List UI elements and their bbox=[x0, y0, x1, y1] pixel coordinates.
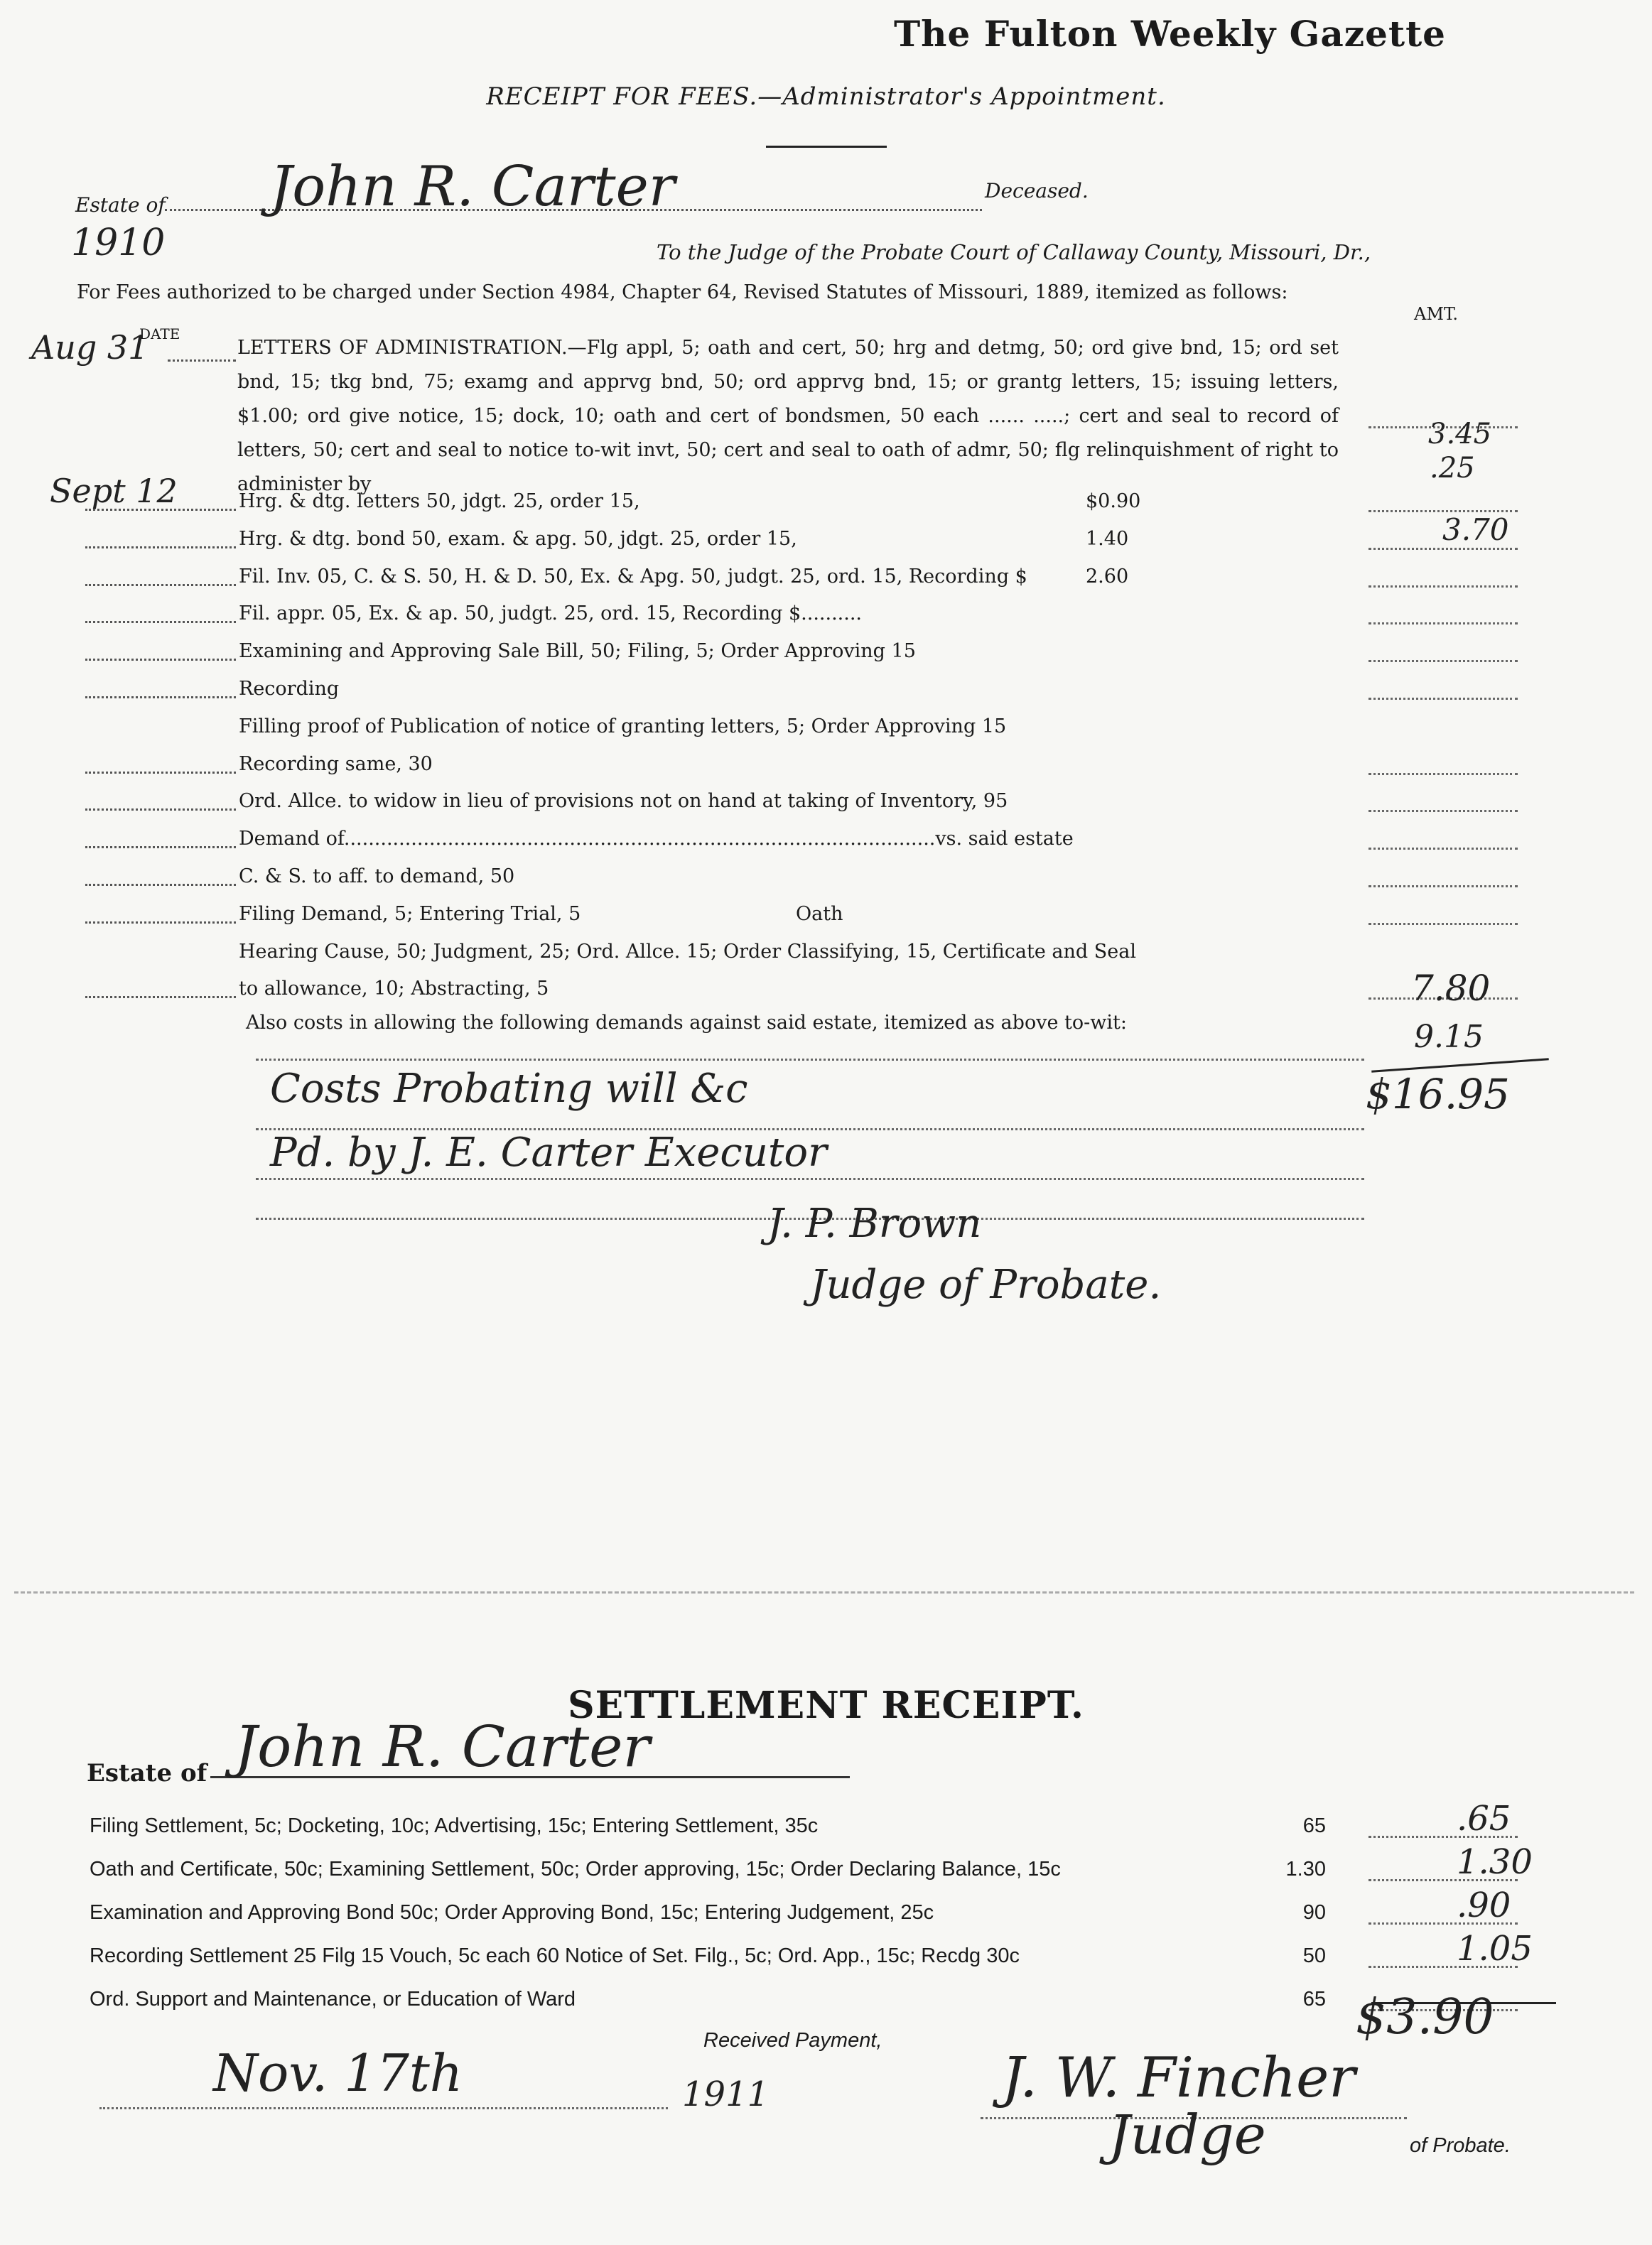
date-header: DATE bbox=[139, 325, 180, 342]
note-handwritten-1: Costs Probating will &c bbox=[270, 1066, 748, 1112]
judge-title-handwritten: Judge bbox=[1108, 2103, 1266, 2166]
fee-row-text: Ord. Allce. to widow in lieu of provisions not on hand at taking of Inventory, 95 bbox=[239, 790, 1008, 812]
fee-row-subtotal: Oath bbox=[796, 903, 843, 925]
fee-row-text: Recording same, 30 bbox=[239, 753, 433, 775]
also-costs-text: Also costs in allowing the following demands against said estate, itemized as above to-wit: bbox=[246, 1012, 1127, 1034]
settlement-amount-handwritten: .65 bbox=[1457, 1799, 1511, 1839]
received-payment-label: Received Payment, bbox=[703, 2029, 882, 2052]
fee-row-text: Fil. appr. 05, Ex. & ap. 50, judgt. 25, ord. 15, Recording $.......... bbox=[239, 602, 863, 624]
fee-row-amount-line bbox=[1368, 810, 1518, 812]
section-separator bbox=[14, 1591, 1634, 1594]
letters-amount2-handwritten: .25 bbox=[1430, 452, 1475, 485]
settlement-amount-handwritten: 1.05 bbox=[1457, 1929, 1533, 1969]
note-line-3 bbox=[256, 1178, 1364, 1180]
fee-row-text: Hrg. & dtg. letters 50, jdgt. 25, order 15, bbox=[239, 490, 640, 512]
fee-row-amount-line bbox=[1368, 923, 1518, 925]
settlement-item-value: 90 bbox=[1302, 1901, 1326, 1924]
fee-row-text: C. & S. to aff. to demand, 50 bbox=[239, 865, 515, 887]
amount-780-handwritten: 7.80 bbox=[1411, 968, 1491, 1009]
fee-row-amount-line bbox=[1368, 585, 1518, 588]
estate-label: Estate of bbox=[75, 193, 166, 217]
fee-receipt-title: RECEIPT FOR FEES.—Administrator's Appointment. bbox=[486, 82, 1166, 111]
row-date-line bbox=[85, 976, 236, 998]
letters-date-handwritten: Aug 31 bbox=[31, 328, 149, 367]
row-date-line bbox=[85, 601, 236, 623]
note-handwritten-2: Pd. by J. E. Carter Executor bbox=[270, 1130, 827, 1176]
settlement-date-line bbox=[99, 2107, 668, 2109]
fee-row-amount-line bbox=[1368, 773, 1518, 775]
fee-row-subtotal: $0.90 bbox=[1086, 490, 1141, 512]
fee-row-text: Hearing Cause, 50; Judgment, 25; Ord. Allce. 15; Order Classifying, 15, Certificate and Seal bbox=[239, 941, 1136, 963]
letters-amount-handwritten: 3.45 bbox=[1428, 418, 1492, 450]
fee-row-amount-line bbox=[1368, 885, 1518, 887]
fees-intro: For Fees authorized to be charged under Section 4984, Chapter 64, Revised Statutes of Missouri, 1889, itemized as follows: bbox=[77, 281, 1288, 303]
deceased-label: Deceased. bbox=[985, 179, 1089, 202]
fee-row-amount-line bbox=[1368, 622, 1518, 624]
masthead: The Fulton Weekly Gazette bbox=[893, 13, 1446, 55]
settlement-title: SETTLEMENT RECEIPT. bbox=[568, 1684, 1084, 1727]
settlement-amount-handwritten: 1.30 bbox=[1457, 1842, 1533, 1882]
fee-row-text: Filing Demand, 5; Entering Trial, 5 bbox=[239, 903, 581, 925]
row-date-line bbox=[85, 864, 236, 886]
row-date-line bbox=[85, 564, 236, 586]
fee-row-amount-line bbox=[1368, 660, 1518, 662]
settlement-date-handwritten: Nov. 17th bbox=[213, 2043, 463, 2103]
settlement-item-value: 65 bbox=[1302, 1814, 1326, 1837]
settlement-item-text: Recording Settlement 25 Filg 15 Vouch, 5c each 60 Notice of Set. Filg., 5c; Ord. App., 15c; Recdg 30c bbox=[90, 1944, 1020, 1967]
row-date-line bbox=[85, 526, 236, 548]
row-date-line bbox=[85, 902, 236, 924]
note-handwritten-4: Judge of Probate. bbox=[810, 1262, 1162, 1308]
settlement-item-text: Ord. Support and Maintenance, or Education of Ward bbox=[90, 1988, 576, 2011]
fee-row-text: Fil. Inv. 05, C. & S. 50, H. & D. 50, Ex. & Apg. 50, judgt. 25, ord. 15, Recording $ bbox=[239, 566, 1027, 588]
amount-915-handwritten: 9.15 bbox=[1414, 1019, 1484, 1055]
judge-signature-handwritten: J. W. Fincher bbox=[1002, 2046, 1356, 2110]
letters-date-line bbox=[168, 334, 236, 362]
fee-row-subtotal: 1.40 bbox=[1086, 528, 1129, 550]
settlement-estate-label: Estate of bbox=[87, 1759, 207, 1787]
fee-row-amount-line bbox=[1368, 548, 1518, 550]
fee-row-text: Examining and Approving Sale Bill, 50; Filing, 5; Order Approving 15 bbox=[239, 640, 916, 662]
settlement-estate-name-handwritten: John R. Carter bbox=[234, 1714, 650, 1780]
settlement-item-text: Oath and Certificate, 50c; Examining Settlement, 50c; Order approving, 15c; Order Declaring Balance, 15c bbox=[90, 1858, 1061, 1881]
settlement-amount-handwritten: .90 bbox=[1457, 1886, 1511, 1925]
fee-row-amount-handwritten: 3.70 bbox=[1442, 512, 1509, 547]
settlement-year: 1911 bbox=[682, 2074, 770, 2114]
amt-header: AMT. bbox=[1414, 304, 1459, 324]
letters-of-administration-text: LETTERS OF ADMINISTRATION.—Flg appl, 5; oath and cert, 50; hrg and detmg, 50; ord give bnd, 15; ord set bnd, 15; tkg bnd, 75; examg and apprvg bnd, 50; ord apprvg bnd, 15; or grantg letters, 15; issuing letters, $1.00; ord give notice, 15; dock, 10; oath and cert of bondsmen, 50 each ...... .....; cert and seal to record of letters, 50; cert and seal to notice to-wit invt, 50; cert and seal to oath of admr, 50; flg relinquishment of right to administer by bbox=[237, 337, 1339, 495]
settlement-item-text: Examination and Approving Bond 50c; Order Approving Bond, 15c; Entering Judgement, 25c bbox=[90, 1901, 934, 1924]
settlement-item-text: Filing Settlement, 5c; Docketing, 10c; Advertising, 15c; Entering Settlement, 35c bbox=[90, 1814, 819, 1837]
note-line-1 bbox=[256, 1059, 1364, 1061]
fee-row-amount-line bbox=[1368, 698, 1518, 700]
settlement-item-value: 65 bbox=[1302, 1988, 1326, 2011]
fee-row-text: Hrg. & dtg. bond 50, exam. & apg. 50, jdgt. 25, order 15, bbox=[239, 528, 797, 550]
row-date-line bbox=[85, 639, 236, 661]
title-rule bbox=[766, 146, 887, 148]
fee-row-text: Recording bbox=[239, 678, 340, 700]
row-date-handwritten: Sept 12 bbox=[50, 472, 178, 510]
to-judge-line: To the Judge of the Probate Court of Callaway County, Missouri, Dr., bbox=[657, 240, 1371, 264]
settlement-item-value: 50 bbox=[1302, 1944, 1326, 1967]
fee-row-text: Demand of.................................................................................................vs. said estate bbox=[239, 828, 1074, 850]
fee-row-text: Filling proof of Publication of notice of granting letters, 5; Order Approving 15 bbox=[239, 715, 1007, 737]
fee-row-subtotal: 2.60 bbox=[1086, 566, 1129, 588]
fee-row-amount-line bbox=[1368, 848, 1518, 850]
row-date-line bbox=[85, 752, 236, 774]
row-date-line bbox=[85, 489, 236, 511]
fee-total-handwritten: $16.95 bbox=[1366, 1070, 1510, 1118]
settlement-item-value: 1.30 bbox=[1285, 1858, 1326, 1881]
row-date-line bbox=[85, 789, 236, 811]
settlement-total-handwritten: $3.90 bbox=[1356, 1989, 1494, 2045]
row-date-line bbox=[85, 826, 236, 848]
row-date-line bbox=[85, 676, 236, 698]
year-handwritten: 1910 bbox=[71, 222, 166, 264]
of-probate-label: of Probate. bbox=[1410, 2134, 1511, 2157]
estate-name-handwritten: John R. Carter bbox=[270, 155, 676, 219]
fee-row-text: to allowance, 10; Abstracting, 5 bbox=[239, 978, 549, 1000]
note-handwritten-3: J. P. Brown bbox=[767, 1201, 982, 1247]
